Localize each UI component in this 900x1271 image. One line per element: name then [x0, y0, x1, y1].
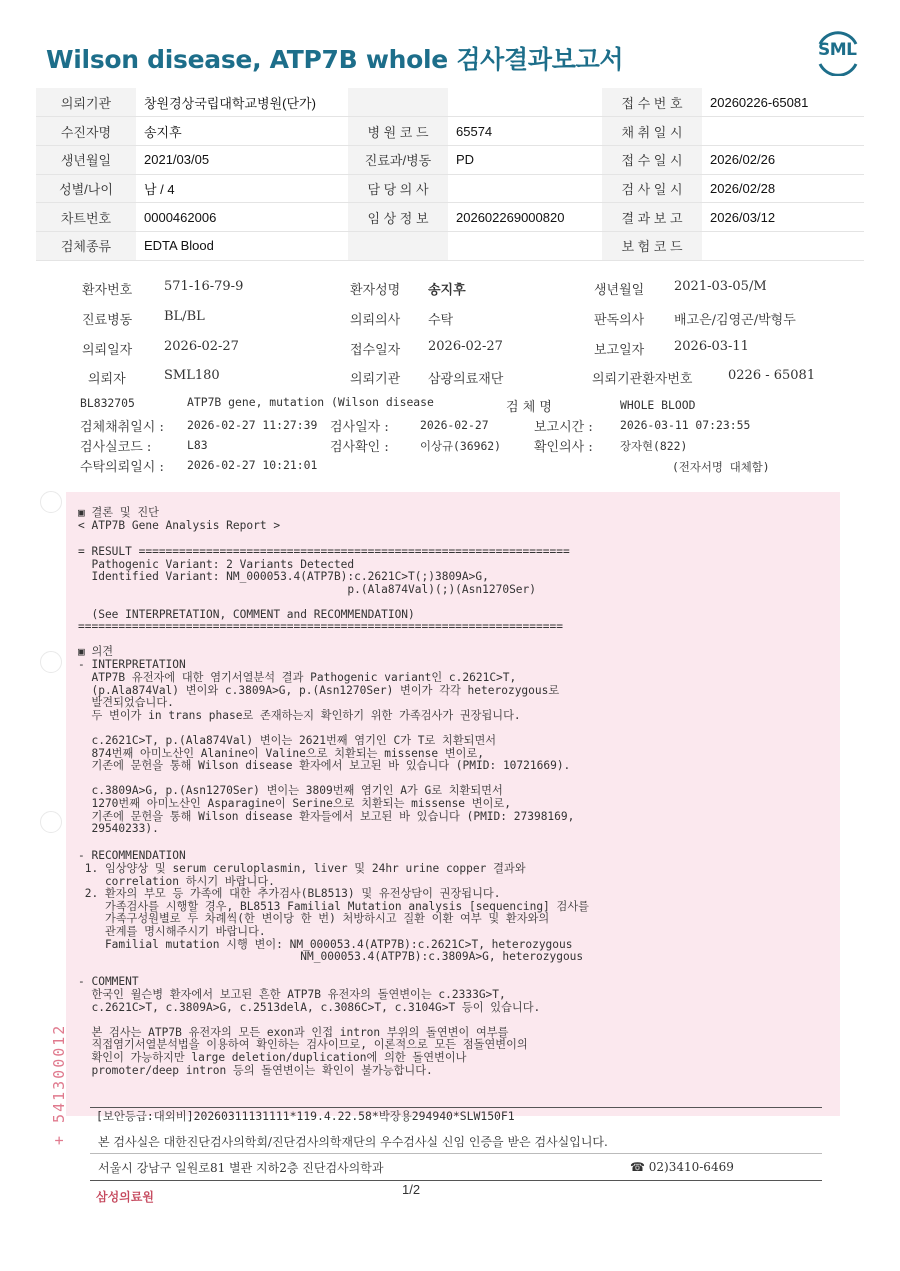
test-date-value: 2026-02-27: [420, 418, 489, 432]
info-value: 2026/02/26: [702, 145, 864, 174]
footer-rule-2: [90, 1153, 822, 1154]
footer-rule-3: [90, 1180, 822, 1181]
recommendation-line: NM_000053.4(ATP7B):c.3809A>G, heterozygous: [78, 950, 584, 964]
certification-note: 본 검사실은 대한진단검사의학회/진단검사의학재단의 우수검사실 신임 인증을 받은 검사실입니다.: [98, 1135, 608, 1149]
hdr-value: 2026-02-27: [164, 339, 239, 354]
lab-phone: ☎ 02)3410-6469: [630, 1160, 734, 1174]
interpretation-line: 기존에 문헌을 통해 Wilson disease 환자들에서 보고된 바 있습니다 (PMID: 27398169,: [78, 809, 575, 823]
info-label: 접 수 일 시: [602, 145, 702, 174]
collect-label: 검체채취일시 :: [80, 420, 164, 435]
info-value: 202602269000820: [448, 203, 602, 232]
hdr-label: 진료병동: [82, 313, 133, 328]
collect-value: 2026-02-27 11:27:39: [187, 418, 318, 432]
hdr-label: 의뢰자: [88, 372, 126, 387]
info-label: 임 상 정 보: [348, 203, 448, 232]
info-label: 보 험 코 드: [602, 231, 702, 260]
recommendation-heading: - RECOMMENDATION: [78, 849, 186, 862]
result-line: = RESULT ================================================================: [78, 545, 570, 558]
info-value: EDTA Blood: [136, 231, 348, 260]
checker-value: 이상규(36962): [420, 439, 502, 453]
hdr-value: 수탁: [428, 313, 454, 328]
hdr-value: 0226 - 65081: [728, 368, 816, 383]
report-title: Wilson disease, ATP7B whole 검사결과보고서: [46, 45, 624, 74]
interpretation-line: 29540233).: [78, 822, 159, 836]
recommendation-line: 가족구성원별로 두 차례씩(한 변이당 한 번) 처방하시고 질환 이환 여부 및 환자와의: [78, 912, 550, 926]
info-label: [348, 88, 448, 117]
recommendation-line: 가족검사를 시행할 경우, BL8513 Familial Mutation analysis [sequencing] 검사를: [78, 899, 589, 913]
order-value: 2026-02-27 10:21:01: [187, 458, 318, 472]
binder-hole: [40, 651, 62, 673]
info-value: [448, 88, 602, 117]
hdr-label: 판독의사: [594, 313, 645, 328]
pathogenic-variant: Pathogenic Variant: 2 Variants Detected: [78, 558, 355, 571]
info-label: 차트번호: [36, 203, 136, 232]
hdr-label: 의뢰기관: [350, 372, 401, 387]
info-label: 검 사 일 시: [602, 174, 702, 203]
conclusion-heading: ▣ 결론 및 진단: [78, 506, 159, 519]
comment-heading: - COMMENT: [78, 975, 139, 988]
comment-line: 확인이 가능하지만 large deletion/duplication에 의한 돌연변이나: [78, 1050, 467, 1064]
room-value: L83: [187, 438, 208, 452]
info-value: [702, 231, 864, 260]
interpretation-line: 기존에 문헌을 통해 Wilson disease 환자에서 보고된 바 있습니다 (PMID: 10721669).: [78, 759, 571, 773]
info-label: 채 취 일 시: [602, 117, 702, 146]
identified-variant-protein: p.(Ala874Val)(;)(Asn1270Ser): [78, 583, 537, 596]
interpretation-line: 두 변이가 in trans phase로 존재하는지 확인하기 위한 가족검사가 권장됩니다.: [78, 708, 521, 722]
info-value: PD: [448, 145, 602, 174]
specimen-barcode-number: [46, 985, 76, 1145]
hdr-label: 의뢰기관환자번호: [592, 372, 693, 387]
info-label: 진료과/병동: [348, 145, 448, 174]
report-time-value: 2026-03-11 07:23:55: [620, 418, 751, 432]
hdr-label: 보고일자: [594, 343, 645, 358]
comment-line: [78, 1014, 540, 1027]
security-line: [보안등급:대외비]20260311131111*119.4.22.58*박장용294940*SLW150F1: [96, 1109, 515, 1123]
info-label: 병 원 코 드: [348, 117, 448, 146]
report-subtitle: < ATP7B Gene Analysis Report >: [78, 519, 281, 532]
logo-text: SML: [818, 40, 857, 60]
interpretation-heading: - INTERPRETATION: [78, 658, 186, 671]
recommendation-line: 1. 임상양상 및 serum ceruloplasmin, liver 및 24hr urine copper 결과와: [78, 862, 526, 875]
info-label: 담 당 의 사: [348, 174, 448, 203]
info-label: 결 과 보 고: [602, 203, 702, 232]
interpretation-line: ATP7B 유전자에 대한 염기서열분석 결과 Pathogenic variant인 c.2621C>T,: [78, 671, 517, 684]
recommendation-text: [78, 863, 589, 964]
barcode-text: + 541300012: [50, 1023, 68, 1145]
comment-line: 직접염기서열분석법을 이용하여 확인하는 검사이므로, 이론적으로 모든 점돌연변이의: [78, 1038, 528, 1052]
esign-note: (전자서명 대체함): [672, 460, 770, 474]
info-value: [702, 117, 864, 146]
comment-line: 본 검사는 ATP7B 유전자의 모든 exon과 인접 intron 부위의 돌연변이 여부를: [78, 1025, 509, 1039]
hdr-value: 송지후: [428, 283, 466, 298]
info-row: [36, 145, 864, 174]
scanned-report: [0, 265, 900, 1225]
info-label: 접 수 번 호: [602, 88, 702, 117]
info-value: 창원경상국립대학교병원(단가): [136, 88, 348, 117]
info-label: [348, 231, 448, 260]
test-date-label: 검사일자 :: [330, 420, 389, 435]
hdr-value: SML180: [164, 368, 220, 383]
interpretation-line: (p.Ala874Val) 변이와 c.3809A>G, p.(Asn1270Ser) 변이가 각각 heterozygous로: [78, 683, 560, 697]
order-label: 수탁의뢰일시 :: [80, 460, 164, 475]
lab-address: 서울시 강남구 일원로81 별관 지하2층 진단검사의학과: [98, 1161, 384, 1175]
info-value: 송지후: [136, 117, 348, 146]
info-value: 2026/02/28: [702, 174, 864, 203]
hdr-label: 접수일자: [350, 343, 401, 358]
comment-text: [78, 989, 540, 1077]
binder-hole: [40, 811, 62, 833]
comment-line: promoter/deep intron 등의 돌연변이는 확인이 불가능합니다.: [78, 1063, 433, 1077]
info-value: 0000462006: [136, 203, 348, 232]
info-value: 20260226-65081: [702, 88, 864, 117]
interpretation-line: 874번째 아미노산인 Alanine이 Valine으로 치환되는 missense 변이로,: [78, 746, 484, 760]
recommendation-line: Familial mutation 시행 변이: NM_000053.4(ATP7B):c.2621C>T, heterozygous: [78, 937, 573, 951]
confirm-value: 장자현(822): [620, 439, 688, 453]
comment-line: c.2621C>T, c.3809A>G, c.2513delA, c.3086C>T, c.3104G>T 등이 있습니다.: [78, 1000, 541, 1014]
recommendation-line: correlation 하시기 바랍니다.: [78, 874, 275, 888]
test-code: BL832705: [80, 396, 135, 410]
checker-label: 검사확인 :: [330, 440, 389, 455]
report-time-label: 보고시간 :: [534, 420, 593, 435]
hdr-value: 2021-03-05/M: [674, 279, 767, 294]
recommendation-line: 2. 환자의 부모 등 가족에 대한 추가검사(BL8513) 및 유전상담이 권장됩니다.: [78, 887, 501, 901]
opinion-heading: ▣ 의견: [78, 645, 114, 658]
info-row: [36, 88, 864, 117]
identified-variant: Identified Variant: NM_000053.4(ATP7B):c.2621C>T(;)3809A>G,: [78, 570, 489, 583]
info-label: 생년월일: [36, 145, 136, 174]
info-value: 2026/03/12: [702, 203, 864, 232]
info-label: 검체종류: [36, 231, 136, 260]
info-row: [36, 117, 864, 146]
info-label: 수진자명: [36, 117, 136, 146]
info-value: [448, 174, 602, 203]
info-label: 성별/나이: [36, 174, 136, 203]
specimen-label: 검 체 명: [506, 400, 552, 415]
hdr-value: 배고은/김영곤/박형두: [674, 313, 796, 328]
info-row: [36, 203, 864, 232]
interpretation-text: [78, 672, 574, 836]
comment-line: 한국인 윌슨병 환자에서 보고된 흔한 ATP7B 유전자의 돌연변이는 c.2333G>T,: [78, 988, 506, 1001]
recommendation-line: 관계를 명시해주시기 바랍니다.: [78, 924, 266, 938]
hdr-value: 2026-03-11: [674, 339, 749, 354]
info-row: [36, 174, 864, 203]
info-value: 65574: [448, 117, 602, 146]
interpretation-line: 1270번째 아미노산인 Asparagine이 Serine으로 치환되는 missense 변이로,: [78, 796, 511, 810]
hdr-label: 생년월일: [594, 283, 645, 298]
see-note: (See INTERPRETATION, COMMENT and RECOMMENDATION): [78, 608, 415, 621]
info-value: 남 / 4: [136, 174, 348, 203]
interpretation-line: c.2621C>T, p.(Ala874Val) 변이는 2621번째 염기인 C가 T로 치환되면서: [78, 733, 497, 747]
hdr-label: 환자성명: [350, 283, 401, 298]
hdr-value: 2026-02-27: [428, 339, 503, 354]
specimen-value: WHOLE BLOOD: [620, 398, 696, 412]
interpretation-line: 발견되었습니다.: [78, 696, 174, 710]
patient-info-table: [36, 88, 864, 261]
hdr-label: 의뢰의사: [350, 313, 401, 328]
info-row: [36, 231, 864, 260]
info-label: 의뢰기관: [36, 88, 136, 117]
hdr-label: 의뢰일자: [82, 343, 133, 358]
confirm-label: 확인의사 :: [534, 440, 593, 455]
test-name: ATP7B gene, mutation (Wilson disease: [187, 395, 434, 409]
sml-logo: [812, 30, 864, 76]
hdr-value: 삼광의료재단: [428, 372, 504, 387]
interpretation-line: c.3809A>G, p.(Asn1270Ser) 변이는 3809번째 염기인 A가 G로 치환되면서: [78, 784, 503, 798]
info-value: [448, 231, 602, 260]
room-label: 검사실코드 :: [80, 440, 152, 455]
page-number: 1/2: [402, 1182, 421, 1197]
hospital-name: 삼성의료원: [96, 1190, 154, 1204]
binder-hole: [40, 491, 62, 513]
double-line: ========================================================================: [78, 620, 563, 633]
info-value: 2021/03/05: [136, 145, 348, 174]
hdr-value: 571-16-79-9: [164, 279, 244, 294]
hdr-label: 환자번호: [82, 283, 133, 298]
hdr-value: BL/BL: [164, 309, 205, 324]
